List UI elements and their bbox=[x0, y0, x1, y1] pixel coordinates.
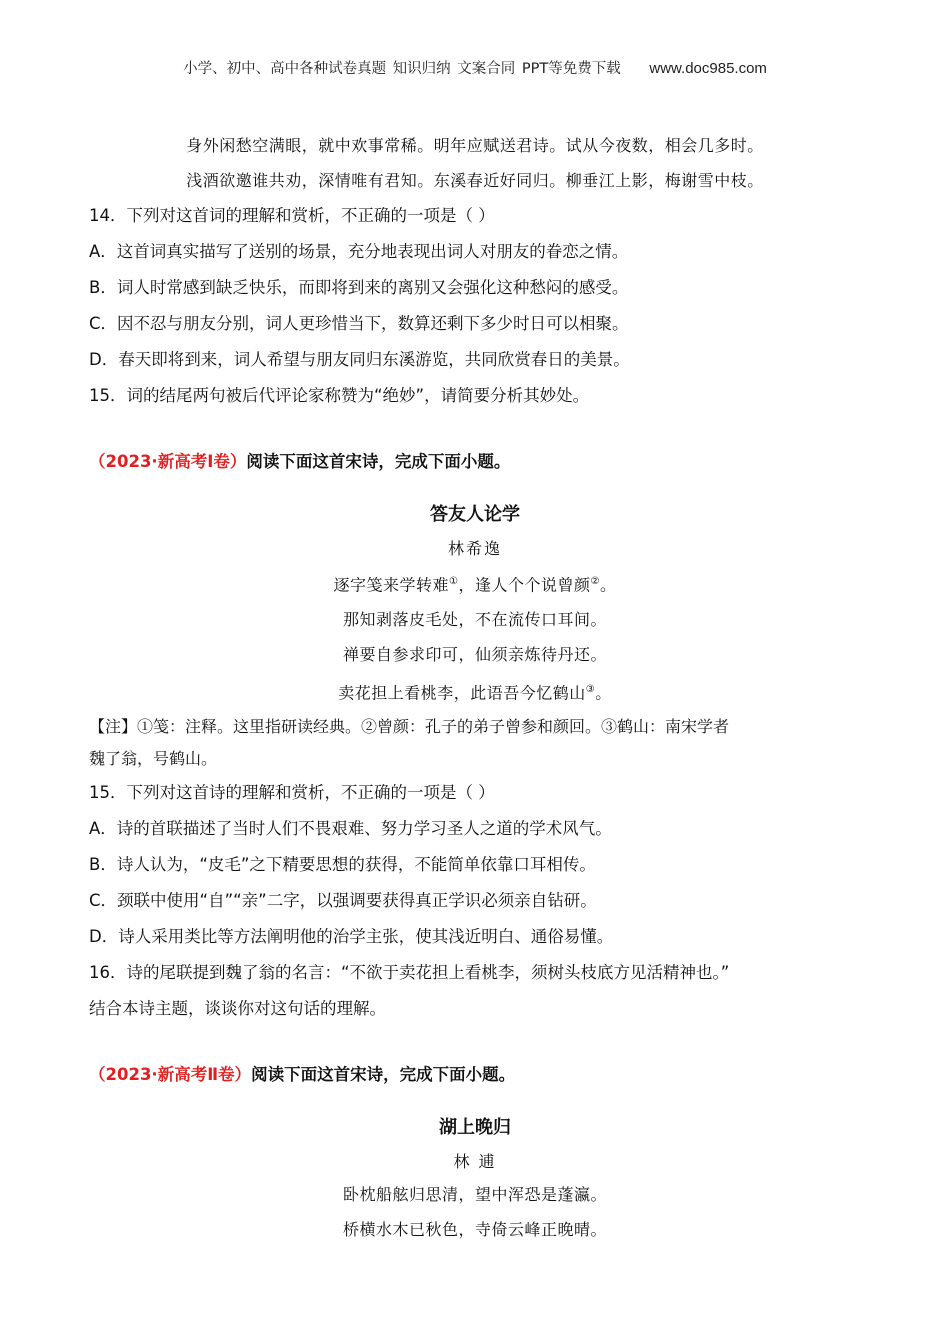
question-14-option-c: C．因不忍与朋友分别，词人更珍惜当下，数算还剩下多少时日可以相聚。 bbox=[89, 314, 629, 333]
source-text-2: 阅读下面这首宋诗，完成下面小题。 bbox=[251, 1064, 516, 1084]
question-16 bbox=[89, 955, 861, 1027]
question-15-option-d: D．诗人采用类比等方法阐明他的治学主张，使其浅近明白、通俗易懂。 bbox=[89, 926, 614, 946]
header-text: 小学、初中、高中各种试卷真题 知识归纳 文案合同 PPT等免费下载 bbox=[183, 61, 621, 77]
poem2-title: 答友人论学 bbox=[430, 504, 520, 525]
source-tag-2: （2023·新高考Ⅱ卷） bbox=[89, 1064, 252, 1084]
question-14-option-d: D．春天即将到来，词人希望与朋友同归东溪游览，共同欣赏春日的美景。 bbox=[89, 350, 630, 369]
question-16-line: 16．诗的尾联提到魏了翁的名言：“不欲于卖花担上看桃李，须树头枝底方见活精神也。” bbox=[89, 962, 730, 982]
question-15-stem: 15．下列对这首诗的理解和赏析，不正确的一项是（ ） bbox=[89, 782, 495, 802]
question-15-stem-part1: 15．词的结尾两句被后代评论家称赞为“绝妙”，请简要分析其妙处。 bbox=[89, 386, 590, 405]
poem2-line: 那知剥落皮毛处，不在流传口耳间。 bbox=[342, 610, 607, 630]
poem2-author: 林希逸 bbox=[447, 539, 502, 558]
question-15-option-c: C．颈联中使用“自”“亲”二字，以强调要获得真正学识必须亲自钻研。 bbox=[89, 890, 597, 910]
poem3-title: 湖上晚归 bbox=[439, 1116, 511, 1138]
question-14-option-a: A．这首词真实描写了送别的场景，充分地表现出词人对朋友的眷恋之情。 bbox=[89, 242, 629, 261]
question-14 bbox=[89, 198, 861, 378]
poem3-author: 林 逋 bbox=[453, 1151, 497, 1171]
source-text-1: 阅读下面这首宋诗，完成下面小题。 bbox=[246, 452, 511, 471]
header-url[interactable]: www.doc985.com bbox=[649, 60, 767, 77]
poem2-note-line: 魏了翁，号鹤山。 bbox=[89, 748, 218, 768]
poem1 bbox=[89, 128, 861, 198]
question-15-option-b: B．诗人认为，“皮毛”之下精要思想的获得，不能简单依靠口耳相传。 bbox=[89, 854, 596, 874]
poem2-line: 禅要自参求印可，仙须亲炼待丹还。 bbox=[342, 645, 607, 665]
footnote-mark: ② bbox=[590, 576, 600, 587]
poem2-line: 逐字笺来学转难①，逢人个个说曾颜②。 bbox=[333, 575, 617, 595]
section-source-2 bbox=[89, 1055, 861, 1095]
question-16-line: 结合本诗主题，谈谈你对这句话的理解。 bbox=[89, 998, 386, 1018]
page-header bbox=[0, 57, 950, 78]
question-15 bbox=[89, 775, 861, 955]
footnote-mark: ③ bbox=[585, 684, 596, 696]
poem1-line: 浅酒欲邀谁共劝，深情唯有君知。东溪春近好同归。柳垂江上影，梅谢雪中枝。 bbox=[186, 171, 764, 190]
question-14-stem: 14．下列对这首词的理解和赏析，不正确的一项是（ ） bbox=[89, 206, 495, 225]
poem2-line: 卖花担上看桃李，此语吾今忆鹤山③。 bbox=[338, 683, 612, 703]
source-tag-1: （2023·新高考Ⅰ卷） bbox=[89, 452, 247, 471]
footnote-mark: ① bbox=[449, 576, 459, 587]
poem2-note bbox=[89, 711, 861, 775]
poem3-line: 桥横水木已秋色，寺倚云峰正晚晴。 bbox=[342, 1219, 607, 1239]
poem1-line: 身外闲愁空满眼，就中欢事常稀。明年应赋送君诗。试从今夜数，相会几多时。 bbox=[186, 136, 764, 155]
poem2-note-line: 【注】①笺：注释。这里指研读经典。②曾颜：孔子的弟子曾参和颜回。③鹤山：南宋学者 bbox=[89, 716, 730, 736]
question-14-option-b: B．词人时常感到缺乏快乐，而即将到来的离别又会强化这种愁闷的感受。 bbox=[89, 278, 629, 297]
question-15-option-a: A．诗的首联描述了当时人们不畏艰难、努力学习圣人之道的学术风气。 bbox=[89, 818, 612, 838]
poem3-line: 卧枕船舷归思清，望中浑恐是蓬瀛。 bbox=[342, 1184, 607, 1204]
section-source-1 bbox=[89, 442, 861, 482]
document-body bbox=[89, 128, 861, 1247]
